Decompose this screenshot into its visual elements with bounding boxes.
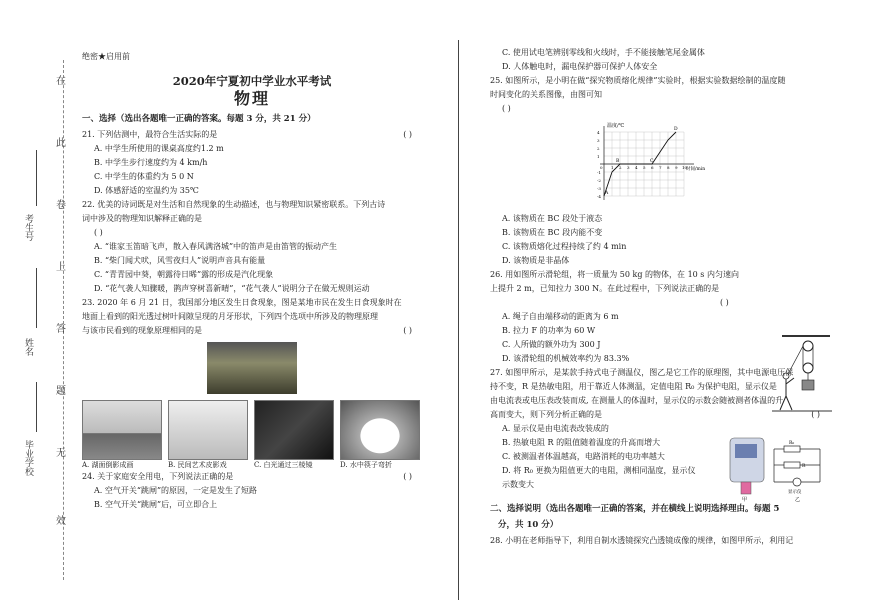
x-tick: 7 (659, 165, 662, 170)
figure-label-display: 显示仪 (788, 490, 802, 495)
question-23: 23. 2020 年 6 月 21 日，我国部分地区发生日食现象，图是某地市民在发生日食现象时在 (82, 298, 402, 307)
y-tick: -3 (597, 186, 601, 191)
answer-paren: ( ) (502, 104, 511, 113)
question-25: 25. 如图所示，是小明在做“探究物质熔化规律”实验时，根据实验数据绘制的温度随 (490, 76, 786, 85)
left-column (82, 50, 422, 512)
answer-paren: ( ) (403, 326, 412, 335)
question-24 (82, 470, 422, 484)
option: C. 使用试电笔辨别零线和火线时，手不能接触笔尾金属体 (502, 48, 705, 57)
question-stem-cont (82, 324, 422, 338)
x-tick: 10 (682, 165, 688, 170)
answer-paren: ( ) (720, 298, 729, 307)
option: A. 空气开关“跳闸”的原因，一定是发生了短路 (94, 486, 258, 495)
secret-label: 绝密★启用前 (82, 52, 130, 61)
question-stem-cont: 持不变，R 是热敏电阻，用于靠近人体测温，定值电阻 R₀ 为保护电阻，显示仪是 (490, 382, 777, 391)
option: B. 空气开关“跳闸”后，可立即合上 (94, 500, 218, 509)
option: C. 中学生的体重约为 5 0 N (94, 172, 194, 181)
picture-caption: A. 湖面倒影成画 (82, 461, 134, 469)
seal-char: 上 (56, 262, 66, 273)
y-tick: 4 (597, 130, 600, 135)
y-tick: -2 (597, 178, 601, 183)
answer-paren: ( ) (403, 472, 412, 481)
option: D. 人体触电时，漏电保护器可保护人体安全 (502, 62, 658, 71)
y-tick: 3 (597, 138, 600, 143)
picture-caption: C. 白光通过三棱镜 (254, 461, 313, 469)
option: A. 中学生所使用的课桌高度约1.2 m (94, 144, 224, 153)
lake-reflection-photo (82, 400, 162, 460)
figure-label-yi: 乙 (795, 497, 801, 502)
point-label-b: B (616, 159, 620, 164)
question-22: 22. 优美的诗词既是对生活和自然现象的生动描述，也与物理知识紧密联系。下列古诗 (82, 200, 386, 209)
option: D. “花气袭人知骤暖，鹊声穿树喜新晴”，“花气袭人”说明分子在做无规则运动 (94, 284, 370, 293)
point-label-c: C (650, 159, 654, 164)
name-line (36, 268, 37, 328)
y-tick: 1 (597, 154, 600, 159)
section-1-heading: 一、选择（选出各题唯一正确的答案。每题 3 分，共 21 分） (82, 114, 316, 124)
option: C. 人所做的额外功为 300 J (502, 340, 601, 349)
option-picture-c (254, 400, 336, 470)
school-label: 毕业学校 (23, 440, 33, 476)
question-stem-cont: 地面上看到的阳光透过树叶间隙呈现的月牙形状，下列四个选项中所涉及的物理原理 (82, 312, 378, 321)
seal-char: 在 (56, 76, 66, 87)
answer-paren: ( ) (94, 228, 103, 237)
point-label-a: A (605, 191, 609, 196)
pulley-figure (772, 334, 832, 414)
option: A. 显示仪是由电流表改装成的 (502, 424, 609, 433)
option-picture-d (340, 400, 422, 470)
option: C. 被测温者体温越高，电路消耗的电功率越大 (502, 452, 665, 461)
melting-graph-svg (590, 118, 710, 208)
school-line (36, 382, 37, 432)
thermometer-svg (726, 436, 826, 502)
option: A. “谁家玉笛暗飞声，散入春风满洛城”中的笛声是由笛管的振动产生 (94, 242, 338, 251)
question-stem: 21. 下列估测中，最符合生活实际的是 (82, 130, 218, 139)
graph-xlabel: 时间/min (686, 167, 706, 172)
x-tick: 1 (611, 165, 614, 170)
answer-paren: ( ) (403, 130, 412, 139)
option: C. 该物质熔化过程持续了约 4 min (502, 242, 627, 251)
option: A. 绳子自由端移动的距离为 6 m (502, 312, 619, 321)
answer-paren: ( ) (811, 410, 820, 419)
section-2-heading: 二、选择说明（选出各题唯一正确的答案，并在横线上说明选择理由。每题 5 (490, 504, 780, 514)
right-column (490, 46, 830, 548)
question-28: 28. 小明在老师指导下，利用自制水透镜探究凸透镜成像的规律，如图甲所示，利用记 (490, 536, 794, 545)
column-divider (458, 40, 459, 600)
section-2-heading-cont: 分，共 10 分） (498, 520, 559, 530)
pulley-svg (772, 334, 832, 414)
x-tick: 5 (643, 165, 646, 170)
x-tick: 2 (619, 165, 622, 170)
question-stem-cont: 由电流表或电压表改装而成, 在测量人的体温时，显示仪的示数会随被测者体温的升 (490, 396, 784, 405)
option: D. 体感舒适的室温约为 35℃ (94, 186, 199, 195)
question-stem-cont: 词中涉及的物理知识解释正确的是 (82, 214, 202, 223)
option: B. 拉力 F 的功率为 60 W (502, 326, 596, 335)
figure-label-jia: 甲 (742, 497, 748, 502)
candidate-number-label: 考生号 (23, 214, 33, 241)
prism-photo (254, 400, 334, 460)
shadow-puppet-photo (168, 400, 248, 460)
seal-char: 答 (56, 324, 66, 335)
seal-char: 此 (56, 138, 66, 149)
question-stem-cont: 上提升 2 m，已知拉力 300 N。在此过程中，下列说法正确的是 (490, 284, 720, 293)
question-27: 27. 如图甲所示，是某款手持式电子测温仪，图乙是它工作的原理图，其中电源电压保 (490, 368, 794, 377)
option: B. 该物质在 BC 段内能不变 (502, 228, 603, 237)
picture-caption: B. 民间艺术皮影戏 (168, 461, 227, 469)
graph-ylabel: 温度/℃ (607, 123, 625, 129)
seal-char: 题 (56, 386, 66, 397)
name-label: 姓名 (23, 338, 33, 356)
x-tick: 4 (635, 165, 638, 170)
option: D. 该滑轮组的机械效率约为 83.3% (502, 354, 630, 363)
y-tick: -1 (597, 170, 601, 175)
x-tick: 0 (600, 165, 603, 170)
question-stem-line: 与该市民看到的现象原理相同的是 (82, 326, 202, 335)
question-stem-line: 高而变大，则下列分析正确的是 (490, 410, 602, 419)
eclipse-photo (207, 342, 297, 394)
option: 示数变大 (502, 480, 534, 489)
x-tick: 3 (627, 165, 630, 170)
question-stem-cont: 时间变化的关系图像，由图可知 (490, 90, 602, 99)
option-picture-a (82, 400, 164, 470)
option: D. 将 R₀ 更换为阻值更大的电阻，测相同温度，显示仪 (502, 466, 696, 475)
seal-char: 效 (56, 516, 66, 527)
thermometer-figure (726, 436, 826, 502)
melting-graph (590, 118, 710, 208)
x-tick: 9 (675, 165, 678, 170)
option: C. “青青园中葵，朝露待日晞”露的形成是汽化现象 (94, 270, 274, 279)
option: D. 该物质是非晶体 (502, 256, 570, 265)
figure-label-r0: R₀ (789, 441, 795, 446)
figure-label-r: R (802, 464, 806, 469)
question-26: 26. 用如图所示滑轮组，将一质量为 50 kg 的物体，在 10 s 内匀速向 (490, 270, 739, 279)
question-21 (82, 128, 422, 142)
option-picture-b (168, 400, 250, 470)
binding-margin (0, 0, 80, 614)
y-tick: -4 (597, 194, 601, 199)
seal-char: 卷 (56, 200, 66, 211)
option: B. “柴门闻犬吠，风雪夜归人”说明声音具有能量 (94, 256, 266, 265)
y-tick: 2 (597, 146, 600, 151)
candidate-number-line (36, 150, 37, 206)
exam-title: 2020年宁夏初中学业水平考试 (172, 74, 332, 88)
seal-char: 无 (56, 448, 66, 459)
x-tick: 6 (651, 165, 654, 170)
point-label-d: D (674, 127, 678, 132)
subject-title: 物理 (233, 89, 270, 108)
option: A. 该物质在 BC 段处于液态 (502, 214, 603, 223)
picture-caption: D. 水中筷子弯折 (340, 461, 392, 469)
chopstick-bowl-photo (340, 400, 420, 460)
option: B. 中学生步行速度约为 4 km/h (94, 158, 208, 167)
question-stem: 24. 关于家庭安全用电，下列说法正确的是 (82, 472, 234, 481)
option-pictures (82, 400, 422, 470)
x-tick: 8 (667, 165, 670, 170)
option: B. 热敏电阻 R 的阻值随着温度的升高而增大 (502, 438, 661, 447)
